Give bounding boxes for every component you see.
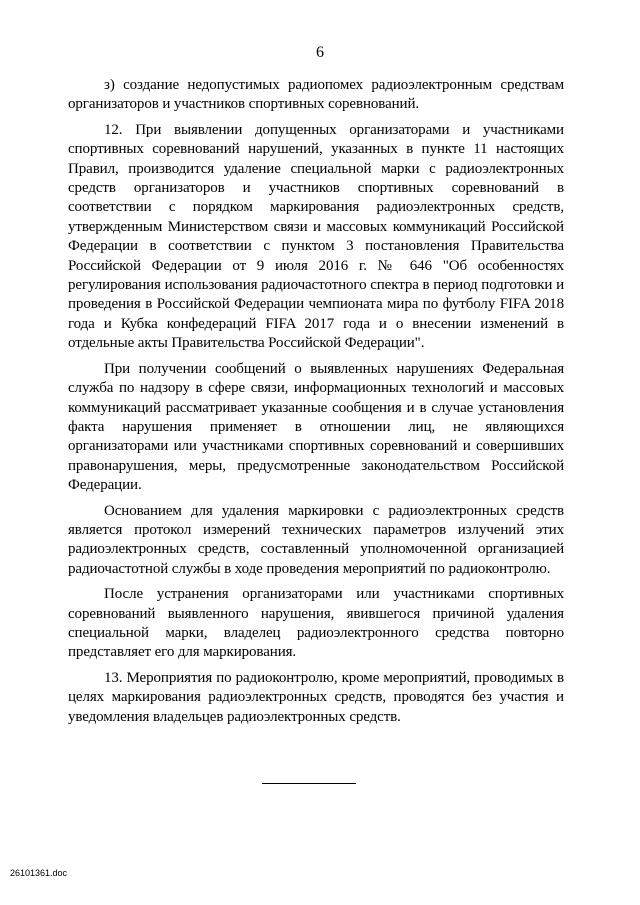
end-separator-line [262, 783, 356, 784]
document-body [68, 76, 564, 733]
paragraph-subitem-z: з) создание недопустимых радиопомех радиоэлектронным средствам организаторов и участников спортивных соревнований. [68, 77, 564, 113]
paragraph-remarking: После устранения организаторами или участниками спортивных соревнований выявленного нарушения, явившегося причиной удаления специальной марки, владелец радиоэлектронного средства повторно представляет его для маркирования. [68, 586, 564, 661]
paragraph-marking-removal-basis: Основанием для удаления маркировки с радиоэлектронных средств является протокол измерений технических параметров излучений этих радиоэлектронных средств, составленный уполномоченной организацией радиочастотной службы в ходе проведения мероприятий по радиоконтролю. [68, 502, 564, 577]
paragraph-item-13: 13. Мероприятия по радиоконтролю, кроме мероприятий, проводимых в целях маркирования радиоэлектронных средств, проводятся без участия и уведомления владельцев радиоэлектронных средств. [68, 669, 564, 725]
footer-filename: 26101361.doc [10, 868, 68, 878]
paragraph-notification-handling: При получении сообщений о выявленных нарушениях Федеральная служба по надзору в сфере связи, информационных технологий и массовых коммуникаций рассматривает указанные сообщения и в случае установления факта нарушения применяет в отношении лиц, не являющихся организаторами или участниками спортивных соревнований и совершивших правонарушения, меры, предусмотренные законодательством Российской Федерации. [68, 360, 564, 494]
paragraph-item-12: 12. При выявлении допущенных организаторами и участниками спортивных соревнований нарушений, указанных в пункте 11 настоящих Правил, производится удаление специальной марки с радиоэлектронных средств организаторов и участников спортивных соревнований в соответствии с порядком маркирования радиоэлектронных средств, утвержденным Министерством связи и массовых коммуникаций Российской Федерации в соответствии с пунктом 3 постановления Правительства Российской Федерации от 9 июля 2016 г. № 646 "Об особенностях регулирования использования радиочастотного спектра в период подготовки и проведения в Российской Федерации чемпионата мира по футболу FIFA 2018 года и Кубка конфедераций FIFA 2017 года и о внесении изменений в отдельные акты Правительства Российской Федерации". [68, 121, 564, 352]
page-number: 6 [316, 44, 324, 61]
